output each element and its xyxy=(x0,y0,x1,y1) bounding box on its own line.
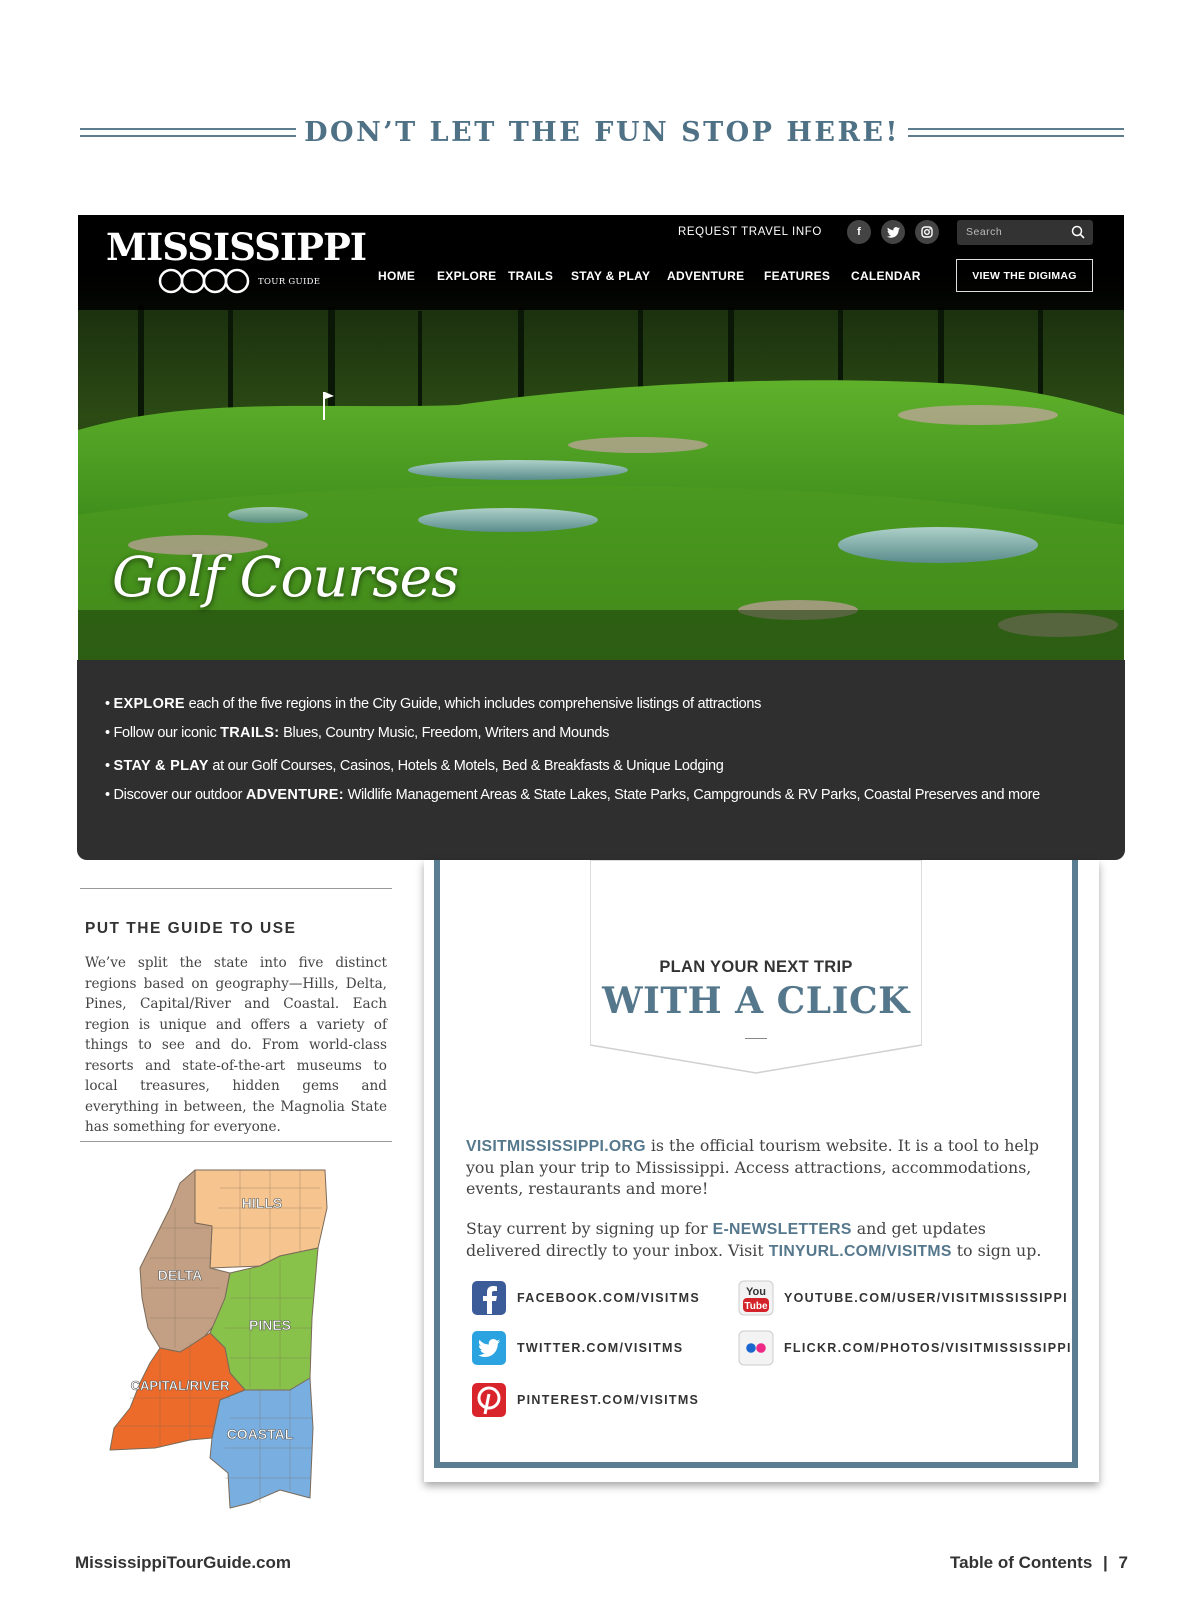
pinterest-icon xyxy=(471,1382,507,1418)
nav-calendar[interactable]: CALENDAR xyxy=(851,269,921,283)
mississippi-region-map xyxy=(100,1168,340,1518)
nav-adventure[interactable]: ADVENTURE xyxy=(667,269,745,283)
youtube-icon xyxy=(738,1280,774,1316)
e-newsletters-link[interactable]: E-NEWSLETTERS xyxy=(712,1221,852,1238)
logo-swirl-icon xyxy=(151,263,261,297)
search-icon[interactable] xyxy=(1071,225,1085,239)
plan-dash xyxy=(745,1038,767,1039)
footer-page-number: 7 xyxy=(1118,1553,1128,1572)
logo-wordmark: MISSISSIPPI xyxy=(106,225,367,269)
bullet-trails: • Follow our iconic TRAILS: Blues, Country Music, Freedom, Writers and Mounds xyxy=(105,725,610,741)
flickr-label: FLICKR.COM/PHOTOS/VISITMISSISSIPPI xyxy=(784,1341,1072,1355)
bullet-stay-play: • STAY & PLAY at our Golf Courses, Casinos, Hotels & Motels, Bed & Breakfasts & Unique Lodging xyxy=(105,758,724,774)
youtube-link[interactable] xyxy=(738,1280,1068,1316)
youtube-label: YOUTUBE.COM/USER/VISITMISSISSIPPI xyxy=(784,1291,1068,1305)
map-label-coastal: COASTAL xyxy=(226,1426,294,1442)
flickr-link[interactable] xyxy=(738,1330,1072,1366)
flickr-icon xyxy=(738,1330,774,1366)
site-search-input[interactable] xyxy=(957,220,1093,245)
page-header xyxy=(80,112,1124,152)
map-region-coastal xyxy=(210,1378,313,1508)
divider-bottom xyxy=(80,1141,392,1142)
header-rule-left xyxy=(80,128,296,137)
footer-toc-link[interactable]: Table of Contents xyxy=(950,1553,1093,1572)
website-screenshot xyxy=(78,215,1124,660)
footer-separator: | xyxy=(1103,1553,1108,1572)
twitter-label: TWITTER.COM/VISITMS xyxy=(517,1341,684,1355)
view-digimag-button[interactable]: VIEW THE DIGIMAG xyxy=(956,259,1093,292)
map-label-pines: PINES xyxy=(248,1317,292,1333)
pinterest-link[interactable] xyxy=(471,1382,699,1418)
svg-text:You: You xyxy=(746,1286,766,1298)
map-label-capital-river: CAPITAL/RIVER xyxy=(130,1378,230,1393)
request-travel-info-link[interactable]: REQUEST TRAVEL INFO xyxy=(678,226,822,238)
bullet-explore: • EXPLORE each of the five regions in the City Guide, which includes comprehensive listings of attractions xyxy=(105,696,762,712)
divider-top xyxy=(80,888,392,889)
visitmississippi-link[interactable]: VISITMISSISSIPPI.ORG xyxy=(466,1138,646,1155)
mississippi-logo[interactable] xyxy=(106,225,367,300)
nav-features[interactable]: FEATURES xyxy=(764,269,831,283)
facebook-label: FACEBOOK.COM/VISITMS xyxy=(517,1291,700,1305)
footer-site-link[interactable]: MississippiTourGuide.com xyxy=(75,1553,291,1572)
nav-explore[interactable]: EXPLORE xyxy=(437,269,497,283)
twitter-link[interactable] xyxy=(471,1330,683,1366)
site-header xyxy=(78,215,1124,310)
map-label-delta: DELTA xyxy=(157,1267,203,1283)
twitter-icon[interactable] xyxy=(881,220,905,244)
plan-heading-large: WITH A CLICK xyxy=(602,980,910,1022)
instagram-glyph-icon xyxy=(921,226,933,238)
page-title: DON’T LET THE FUN STOP HERE! xyxy=(304,116,900,148)
nav-trails[interactable]: TRAILS xyxy=(508,269,554,283)
facebook-icon xyxy=(471,1280,507,1316)
logo-subtitle: TOUR GUIDE xyxy=(258,277,321,287)
footer-page-info xyxy=(950,1553,1128,1573)
facebook-link[interactable] xyxy=(471,1280,700,1316)
plan-paragraph-2: Stay current by signing up for E-NEWSLETTERS and get updates delivered directly to your inbox. Visit TINYURL.COM/VISITMS to sign up. xyxy=(466,1219,1042,1260)
facebook-icon[interactable]: f xyxy=(847,220,871,244)
map-label-hills: HILLS xyxy=(241,1195,283,1211)
plan-heading-small: PLAN YOUR NEXT TRIP xyxy=(659,958,853,976)
search-placeholder: Search xyxy=(966,226,1003,238)
header-rule-right xyxy=(908,128,1124,137)
nav-home[interactable]: HOME xyxy=(378,269,416,283)
hero-title: Golf Courses xyxy=(112,545,459,609)
pinterest-label: PINTEREST.COM/VISITMS xyxy=(517,1393,700,1407)
guide-body: We’ve split the state into five distinct regions based on geography—Hills, Delta, Pines, Capital/River and Coastal. Each region is unique and offers a variety of things to see and do. From world-class resorts and state-of-the-art museums to local treasures, hidden gems and everything in between, the Magnolia State has something for everyone. xyxy=(85,955,387,1135)
guide-heading: PUT THE GUIDE TO USE xyxy=(85,920,297,937)
nav-stay-play[interactable]: STAY & PLAY xyxy=(571,269,651,283)
twitter-icon xyxy=(471,1330,507,1366)
tinyurl-link[interactable]: TINYURL.COM/VISITMS xyxy=(768,1243,952,1260)
feature-bullets-panel xyxy=(77,660,1125,860)
instagram-icon[interactable] xyxy=(915,220,939,244)
svg-text:Tube: Tube xyxy=(744,1301,768,1312)
plan-paragraph-1: VISITMISSISSIPPI.ORG is the official tourism website. It is a tool to help you plan your trip to Mississippi. Access attractions, accommodations, events, restaurants and more! xyxy=(466,1136,1039,1198)
bullet-adventure: • Discover our outdoor ADVENTURE: Wildlife Management Areas & State Lakes, State Parks, Campgrounds & RV Parks, Coastal Preserves and more xyxy=(105,787,1040,803)
twitter-bird-icon xyxy=(887,227,900,238)
